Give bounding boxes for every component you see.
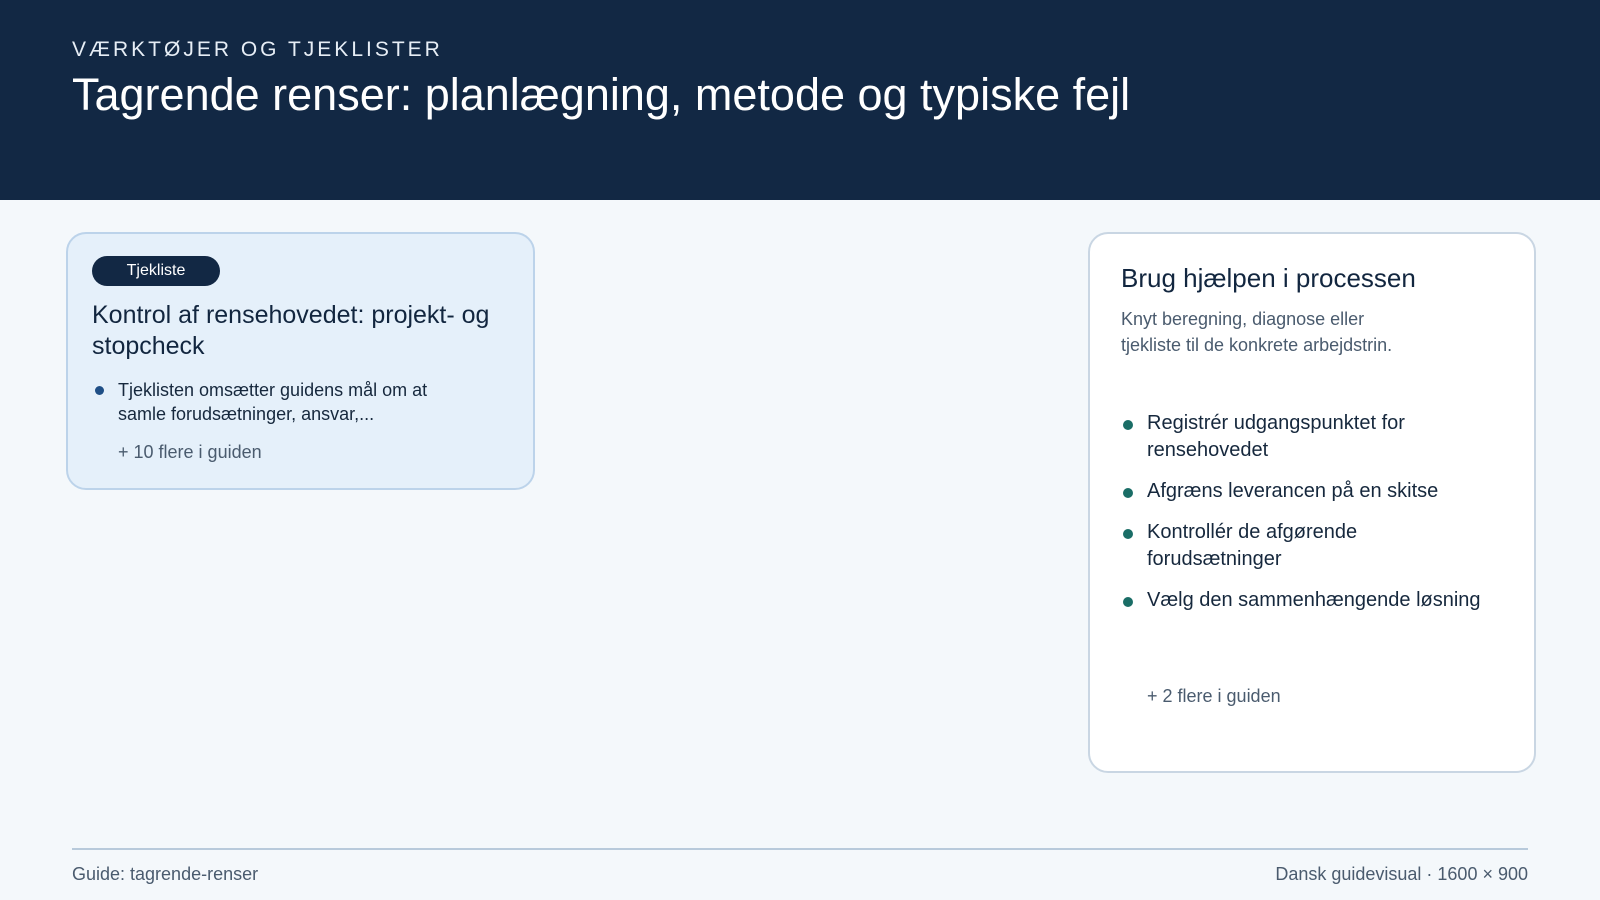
help-card-description: Knyt beregning, diagnose eller tjekliste til de konkrete arbejdstrin. (1121, 309, 1393, 355)
help-step-list (1121, 410, 1481, 628)
header-banner (0, 0, 1600, 200)
help-card (1088, 232, 1536, 773)
list-item (1121, 478, 1481, 505)
bullet-icon (1123, 529, 1133, 539)
help-step-label: Kontrollér de afgørende forudsætninger (1147, 521, 1358, 570)
checklist-card-title: Kontrol af rensehovedet: projekt- og stopcheck (92, 301, 490, 360)
bullet-icon (1123, 420, 1133, 430)
checklist-card[interactable] (66, 232, 535, 490)
footer-guide-label: Guide: tagrende-renser (72, 864, 259, 884)
bullet-icon (1123, 488, 1133, 498)
list-item (1121, 519, 1481, 573)
help-step-label: Vælg den sammenhængende løsning (1147, 589, 1481, 611)
section-eyebrow: VÆRKTØJER OG TJEKLISTER (72, 38, 443, 61)
help-step-label: Registrér udgangspunktet for rensehovedet (1147, 412, 1405, 461)
bullet-icon (95, 386, 104, 395)
footer-meta-label: Dansk guidevisual · 1600 × 900 (1275, 864, 1528, 884)
help-step-label: Afgræns leverancen på en skitse (1147, 480, 1439, 502)
bullet-icon (1123, 597, 1133, 607)
page-title: Tagrende renser: planlægning, metode og typiske fejl (72, 69, 1131, 120)
help-card-title: Brug hjælpen i processen (1121, 263, 1416, 293)
checklist-more-link[interactable]: + 10 flere i guiden (118, 442, 262, 462)
list-item (1121, 410, 1481, 464)
list-item (1121, 587, 1481, 614)
checklist-item: Tjeklisten omsætter guidens mål om at samle forudsætninger, ansvar,... (118, 380, 428, 424)
help-more-link[interactable]: + 2 flere i guiden (1147, 686, 1281, 706)
checklist-badge: Tjekliste (92, 256, 220, 286)
footer-divider (72, 848, 1528, 850)
